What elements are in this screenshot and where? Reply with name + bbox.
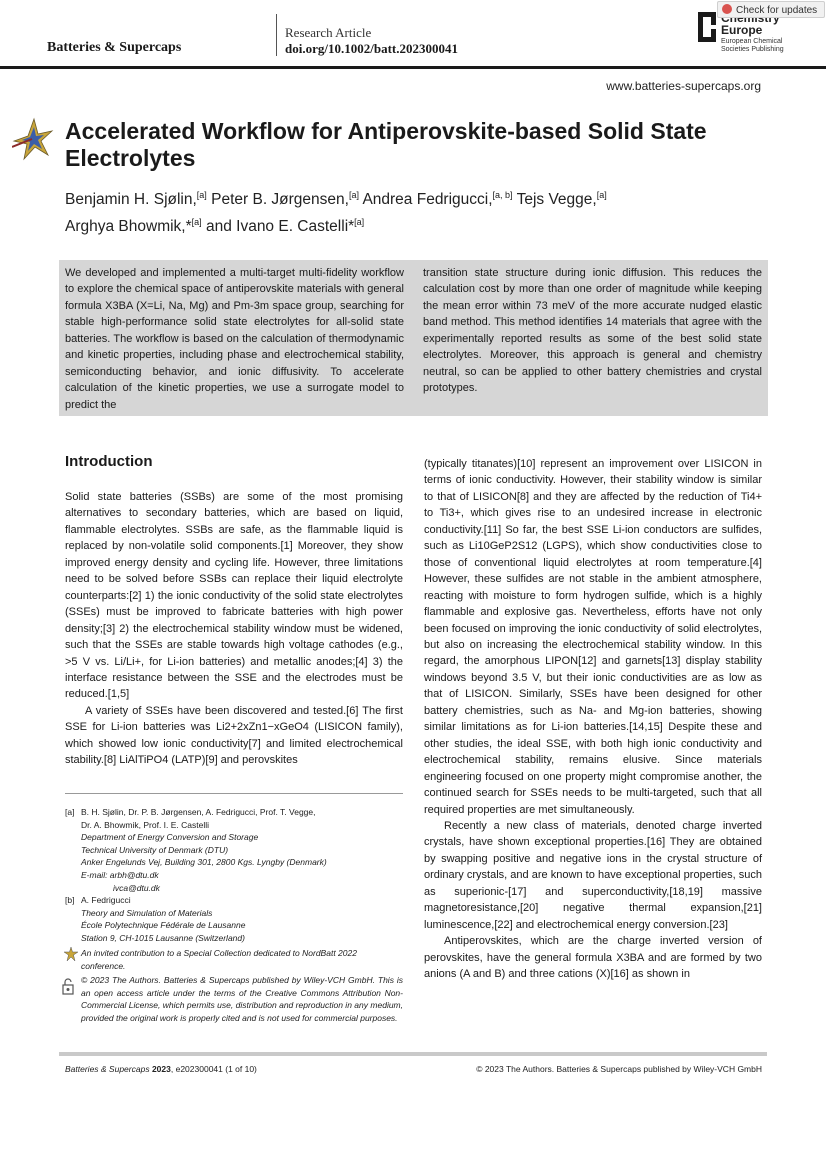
publisher-sub-line: European Chemical <box>721 38 783 45</box>
affiliation-line: Department of Energy Conversion and Storage <box>81 832 259 843</box>
body-column-left <box>65 489 403 769</box>
license-statement: © 2023 The Authors. Batteries & Supercaps published by Wiley-VCH GmbH. This is an open access article under the terms of the Creative Commons Attribution Non-Commercial License, which permits use, distribution and reproduction in any medium, provided the original work is properly cited and is not used for commercial purposes. <box>81 975 403 1023</box>
header-divider <box>276 14 277 56</box>
author-name: and Ivano E. Castelli* <box>205 218 355 236</box>
author-affiliation: [a] <box>191 217 202 228</box>
footnote-rule <box>65 793 403 794</box>
check-updates-label: Check for updates <box>736 5 818 16</box>
journal-website-link[interactable]: www.batteries-supercaps.org <box>606 79 761 93</box>
author-affiliation: [a] <box>596 190 607 200</box>
article-title: Accelerated Workflow for Antiperovskite-based Solid State Electrolytes <box>65 118 707 171</box>
footer-article-id: , e202300041 (1 of 10) <box>170 1064 257 1074</box>
check-for-updates-button[interactable] <box>717 1 825 18</box>
body-column-right <box>424 456 762 983</box>
footer-journal: Batteries & Supercaps <box>65 1064 150 1074</box>
abstract-right-column: transition state structure during ionic diffusion. This reduces the calculation cost by more than one order of magnitude while keeping the mean error within 73 meV of the more accurate nudged elastic band method. This method identifies 14 materials that agree with the experimentally reported results as some of the best solid state electrolytes. Moreover, this approach is general and chemistry neutral, so can be applied to other battery chemistries and crystal prototypes. <box>423 267 762 395</box>
special-collection-note: An invited contribution to a Special Collection dedicated to NordBatt 2022 conference. <box>81 948 357 971</box>
affiliation-line: Station 9, CH-1015 Lausanne (Switzerland) <box>81 932 245 943</box>
email-line[interactable]: ivca@dtu.dk <box>113 882 160 893</box>
email-line[interactable]: E-mail: arbh@dtu.dk <box>81 869 159 880</box>
paragraph: Antiperovskites, which are the charge inverted version of perovskites, have the general formula X3BA and are formed by two anions (A and B) and three cations (X)[16] as shown in <box>424 935 762 981</box>
author-name: Peter B. Jørgensen, <box>211 191 349 209</box>
special-collection-small-icon <box>64 947 78 961</box>
article-type: Research Article <box>285 25 372 40</box>
paragraph: A variety of SSEs have been discovered and tested.[6] The first SSE for Li-ion batteries was Li2+2xZn1−xGeO4 (LISICON family), which showed low ionic conductivity[7] and limited electrochemical stability.[8] LiAlTiPO4 (LATP)[9] and perovskites <box>65 704 403 767</box>
author-name: Benjamin H. Sjølin, <box>65 191 197 209</box>
footer-year: 2023 <box>151 1064 171 1074</box>
chemistry-europe-logo-icon <box>698 12 716 42</box>
paragraph: Recently a new class of materials, denoted charge inverted crystals, have shown exceptional properties.[16] They are obtained by swapping positive and negative ions in the crystal structure of ordinary crystals, and are known to have exceptional properties, such as superionic-[17] and superconductivity,[18,19] massive magnetoresistance,[20] negative thermal expansion,[21] luminescence,[22] and electrochemical energy conversion.[23] <box>424 819 762 931</box>
publisher-subtitle <box>721 38 784 54</box>
affiliation-line: A. Fedrigucci <box>81 895 131 905</box>
author-affiliation: [a, b] <box>492 190 513 200</box>
author-list <box>65 184 765 238</box>
update-badge-icon <box>722 4 732 14</box>
paragraph: (typically titanates)[10] represent an improvement over LISICON in terms of ionic conductivity. However, their stability window is similar to that of LISICON[8] and they are affected by the reduction of Ti4+ to Ti3+, which gives rise to an undesired increase in electronic conductivity.[11] So far, the best SSE Li-ion conductors are sulfides, such as Li10GeP2S12 (LGPS), which show conductivities close to those of conventional liquid electrolytes at room temperature.[4] However, these sulfides are not stable in the ambient atmosphere, reacting with moisture to form hydrogen sulfide, which is a highly flammable and explosive gas. Nevertheless, efforts have not only been focused on improving the ionic conductivity of solid electrolytes, but also on increasing the electrochemical stability window. In this regard, the amorphous LIPON[12] and garnets[13] display stability windows beyond 3.5 V, but their ionic conductivities are as low as that of LISICON. Similarly, SSEs have been designed for other battery chemistries, such as Na- and Mg-ion batteries, showing similar limitations as for Li-ion batteries.[14,15] Despite these and other studies, the ideal SSE, with both high ionic conductivity and electrochemical stability, remains elusive. Since materials engineering focused on one property might compromise another, the continued search for SSEs needs to be multi-targeted, such that all required properties are met simultaneously. <box>424 458 762 816</box>
affiliation-tag: [a] <box>65 807 75 817</box>
publisher-sub-line: Societies Publishing <box>721 46 784 53</box>
author-affiliation: [a] <box>354 217 365 228</box>
affiliation-line: B. H. Sjølin, Dr. P. B. Jørgensen, A. Fedrigucci, Prof. T. Vegge, <box>81 807 316 817</box>
affiliation-line: Anker Engelunds Vej, Building 301, 2800 Kgs. Lyngby (Denmark) <box>81 857 327 868</box>
author-name: Tejs Vegge, <box>516 191 597 209</box>
affiliation-b <box>65 894 246 944</box>
header-rule <box>0 66 826 69</box>
author-name: Arghya Bhowmik,* <box>65 218 192 236</box>
footer-rule <box>59 1052 767 1056</box>
footer-copyright: © 2023 The Authors. Batteries & Supercaps published by Wiley-VCH GmbH <box>476 1064 762 1074</box>
affiliation-a <box>65 806 327 894</box>
abstract-left-column: We developed and implemented a multi-target multi-fidelity workflow to explore the chemical space of antiperovskite materials with general formula X3BA (X=Li, Na, Mg) and Pm-3m space group, searching for stable high-performance solid state electrolytes for all-solid state batteries. The workflow is based on the calculation of thermodynamic and kinetic properties, including phase and electrochemical stability, semiconducting behavior, and ionic diffusivity. To accelerate calculation of the kinetic properties, we use a surrogate model to predict the <box>65 267 404 411</box>
affiliation-line: Theory and Simulation of Materials <box>81 907 213 918</box>
affiliation-tag: [b] <box>65 895 75 905</box>
author-name: Andrea Fedrigucci, <box>362 191 493 209</box>
publisher-name-text: Europe <box>721 23 763 37</box>
paragraph: Solid state batteries (SSBs) are some of the most promising alternatives to secondary batteries, which are based on liquid, flammable electrolytes. SSBs are safe, as the flammable liquid is replaced by non-volatile solid components.[1] Moreover, they show improved energy density and cycling life. However, three limitations need to be solved before SSBs can replace their liquid electrolyte counterparts:[2] 1) the ionic conductivity of the solid state electrolytes (SSEs) must be improved to fabricate batteries with high power density;[3] 2) the electrochemical stability window must be widened, such that the SSEs are stable towards high voltage cathodes (e.g., >5 V vs. Li/Li+, for Li-ion batteries) and metallic anodes;[4] 3) the interface resistance between the SSE and the electrodes must be reduced.[1,5] <box>65 491 403 701</box>
section-heading-introduction: Introduction <box>65 453 153 470</box>
affiliation-line: École Polytechnique Fédérale de Lausanne <box>81 920 246 931</box>
footer-citation <box>65 1064 257 1074</box>
journal-name: Batteries & Supercaps <box>47 40 182 55</box>
open-access-lock-icon <box>62 977 74 995</box>
doi-link[interactable]: doi.org/10.1002/batt.202300041 <box>285 41 458 56</box>
author-affiliation: [a] <box>196 190 207 200</box>
special-collection-star-icon <box>12 117 54 161</box>
affiliation-line: Technical University of Denmark (DTU) <box>81 844 229 855</box>
affiliation-line: Dr. A. Bhowmik, Prof. I. E. Castelli <box>81 819 210 830</box>
author-affiliation: [a] <box>348 190 359 200</box>
